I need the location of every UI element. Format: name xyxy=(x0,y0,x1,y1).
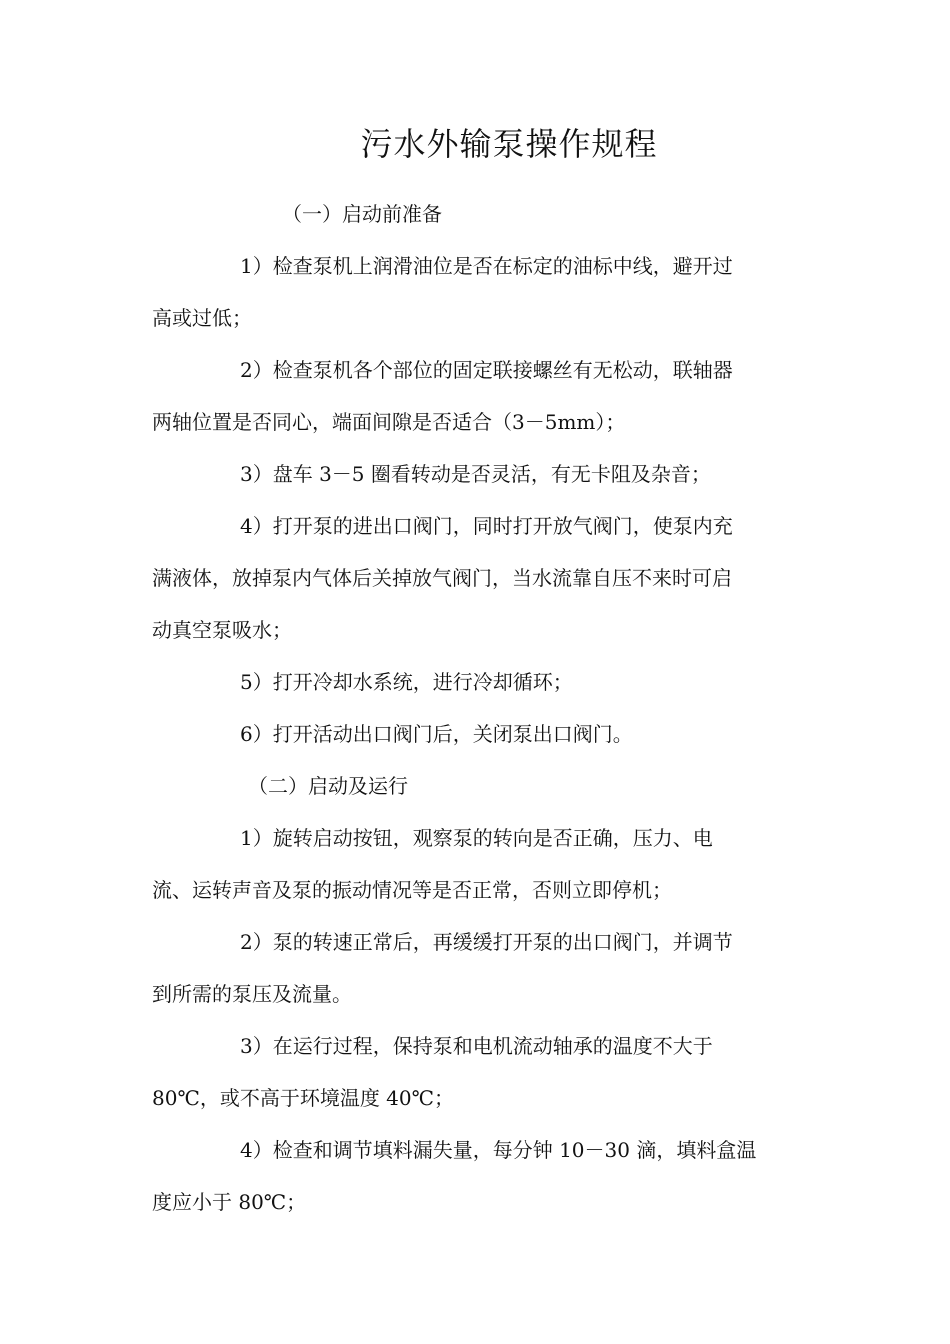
paragraph-line: 80℃，或不高于环境温度 40℃； xyxy=(152,1086,455,1110)
document-body xyxy=(152,188,802,1228)
paragraph-line: 两轴位置是否同心，端面间隙是否适合（3－5mm）； xyxy=(152,410,626,434)
paragraph-line: 4）打开泵的进出口阀门，同时打开放气阀门，使泵内充 xyxy=(240,514,733,538)
list-item xyxy=(152,656,802,708)
list-item xyxy=(152,916,802,1020)
paragraph-line: 3）在运行过程，保持泵和电机流动轴承的温度不大于 xyxy=(240,1034,713,1058)
paragraph-line: 度应小于 80℃； xyxy=(152,1190,307,1214)
paragraph-line: 5）打开冷却水系统，进行冷却循环； xyxy=(240,670,573,694)
paragraph-line: 2）检查泵机各个部位的固定联接螺丝有无松动，联轴器 xyxy=(240,358,733,382)
paragraph-line: 4）检查和调节填料漏失量，每分钟 10－30 滴，填料盒温 xyxy=(240,1138,757,1162)
section-heading-startup-operation: （二）启动及运行 xyxy=(248,774,408,798)
list-item xyxy=(152,448,802,500)
paragraph-line: 6）打开活动出口阀门后，关闭泵出口阀门。 xyxy=(240,722,633,746)
paragraph-line: 到所需的泵压及流量。 xyxy=(152,982,352,1006)
paragraph-line: 满液体，放掉泵内气体后关掉放气阀门，当水流靠自压不来时可启 xyxy=(152,566,732,590)
document-title: 污水外输泵操作规程 xyxy=(360,125,658,163)
paragraph-line: 动真空泵吸水； xyxy=(152,618,292,642)
list-item xyxy=(152,1124,802,1228)
paragraph-line: 2）泵的转速正常后，再缓缓打开泵的出口阀门，并调节 xyxy=(240,930,733,954)
paragraph-line: 1）旋转启动按钮，观察泵的转向是否正确，压力、电 xyxy=(240,826,713,850)
list-item xyxy=(152,708,802,760)
list-item xyxy=(152,500,802,656)
list-item xyxy=(152,344,802,448)
paragraph-line: 3）盘车 3－5 圈看转动是否灵活，有无卡阻及杂音； xyxy=(240,462,711,486)
paragraph-line: 流、运转声音及泵的振动情况等是否正常，否则立即停机； xyxy=(152,878,672,902)
section-heading-preparation: （一）启动前准备 xyxy=(282,202,442,226)
paragraph-line: 1）检查泵机上润滑油位是否在标定的油标中线，避开过 xyxy=(240,254,733,278)
list-item xyxy=(152,812,802,916)
paragraph-line: 高或过低； xyxy=(152,306,252,330)
list-item xyxy=(152,240,802,344)
list-item xyxy=(152,1020,802,1124)
